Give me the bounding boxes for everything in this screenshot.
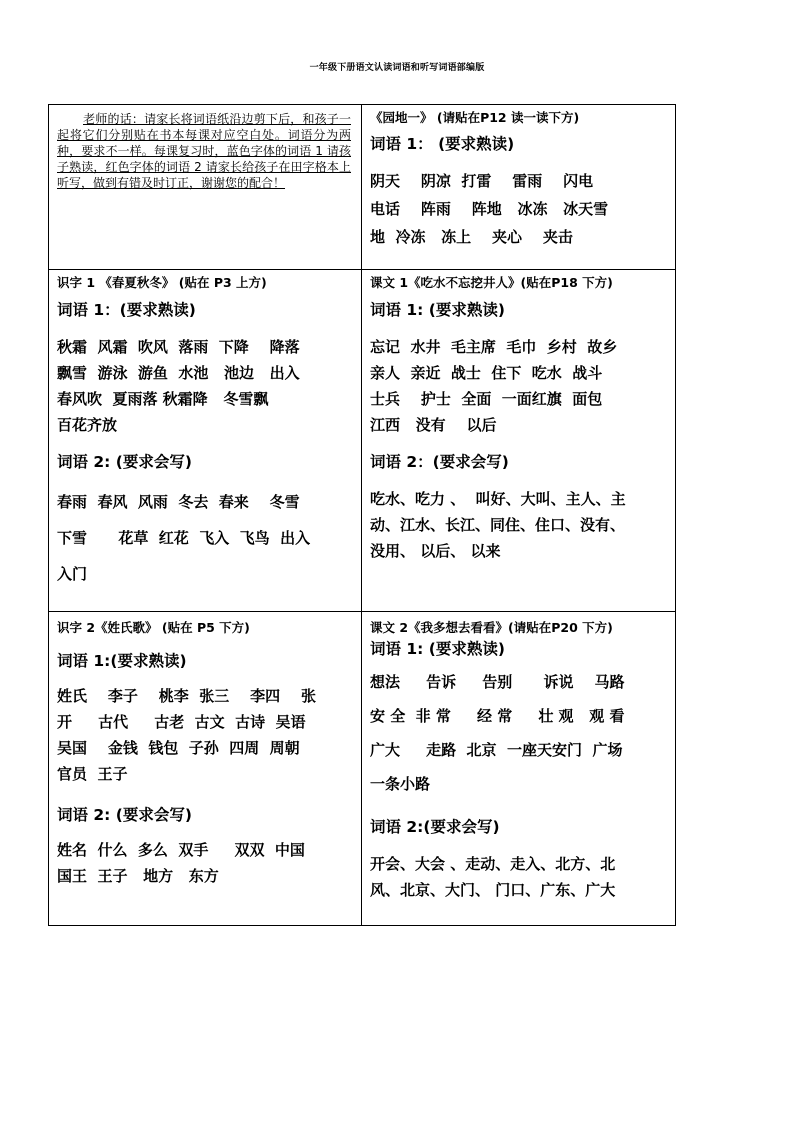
teacher-note-cell — [49, 105, 362, 270]
teacher-note — [57, 111, 353, 191]
words2-label: 词语 2:(要求会写) — [370, 818, 500, 836]
kewen2-cell — [362, 612, 676, 926]
section-heading: 《园地一》 (请贴在P12 读一读下方) — [370, 110, 580, 125]
words2-list: 春雨 春风 风雨 冬去 春来 冬雪 下雪 花草 红花 飞入 飞鸟 出入 入门 — [57, 493, 311, 583]
words1-label: 词语 1: (要求熟读) — [370, 640, 505, 658]
table-row — [49, 612, 676, 926]
words2-label: 词语 2: (要求会写) — [57, 806, 192, 824]
words2-list: 开会、大会 、走动、走入、北方、北 风、北京、大门、 门口、广东、广大 — [370, 855, 616, 899]
vocabulary-table — [48, 104, 676, 926]
teacher-note-text: 老师的话：请家长将词语纸沿边剪下后，和孩子一起将它们分别贴在书本每课对应空白处。词语分为两种，要求不一样。每课复习时，蓝色字体的词语 1 请孩子熟读，红色字体的词语 2 请家长给孩子在田字格本上听写，做到有错及时订正，谢谢您的配合！ — [57, 112, 351, 190]
words1-list: 姓氏 李子 桃李 张三 李四 张 开 古代 古老 古文 古诗 吴语 吴国 金钱 钱包 子孙 四周 周朝 官员 王子 — [57, 687, 317, 783]
words1-label: 词语 1：(要求熟读) — [57, 301, 196, 319]
yuandi-cell — [362, 105, 676, 270]
words1-list: 想法 告诉 告别 诉说 马路 安 全 非 常 经 常 壮 观 观 看 广大 走路 北京 一座天安门 广场 一条小路 — [370, 673, 625, 793]
kewen1-cell — [362, 270, 676, 612]
words2-list: 吃水、吃力 、 叫好、大叫、主人、主 动、江水、长江、同住、住口、没有、 没用、 以后、 以来 — [370, 490, 626, 560]
words1-label: 词语 1： (要求熟读) — [370, 135, 515, 153]
words1-label: 词语 1:(要求熟读) — [57, 652, 187, 670]
section-heading: 课文 2《我多想去看看》(请贴在P20 下方) — [370, 620, 613, 635]
words1-list: 阴天 阴凉 打雷 雷雨 闪电 电话 阵雨 阵地 冰冻 冰天雪 地 冷冻 冻上 夹心 夹击 — [370, 172, 609, 246]
section-heading: 课文 1《吃水不忘挖井人》(贴在P18 下方) — [370, 275, 613, 290]
table-row — [49, 270, 676, 612]
section-heading: 识字 1 《春夏秋冬》 (贴在 P3 上方) — [57, 275, 267, 290]
shizi1-cell — [49, 270, 362, 612]
table-row — [49, 105, 676, 270]
words2-label: 词语 2: (要求会写) — [57, 453, 192, 471]
words2-list: 姓名 什么 多么 双手 双双 中国 国王 王子 地方 东方 — [57, 841, 305, 885]
words1-label: 词语 1: (要求熟读) — [370, 301, 505, 319]
section-heading: 识字 2《姓氏歌》 (贴在 P5 下方) — [57, 620, 250, 635]
words1-list: 忘记 水井 毛主席 毛巾 乡村 故乡 亲人 亲近 战士 住下 吃水 战斗 士兵 护士 全面 一面红旗 面包 江西 没有 以后 — [370, 338, 618, 434]
shizi2-cell — [49, 612, 362, 926]
words2-label: 词语 2：(要求会写) — [370, 453, 509, 471]
document-title: 一年级下册语文认读词语和听写词语部编版 — [309, 63, 485, 73]
words1-list: 秋霜 风霜 吹风 落雨 下降 降落 飘雪 游泳 游鱼 水池 池边 出入 春风吹 夏雨落 秋霜降 冬雪飘 百花齐放 — [57, 338, 300, 434]
